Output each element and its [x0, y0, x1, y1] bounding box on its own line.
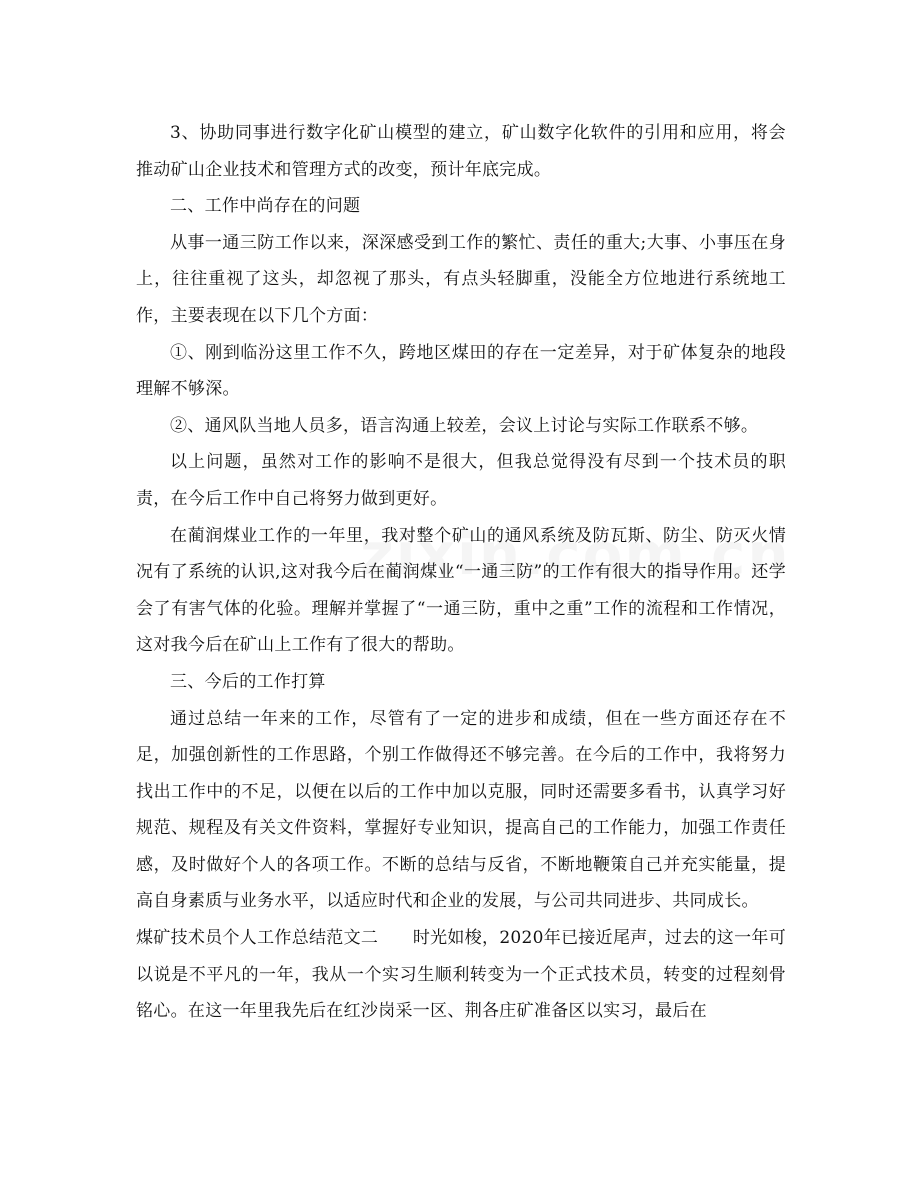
paragraph-problems-summary: 以上问题，虽然对工作的影响不是很大，但我总觉得没有尽到一个技术员的职责，在今后工作中自己将努力做到更好。 [136, 452, 786, 509]
paragraph-problems-intro: 从事一通三防工作以来，深深感受到工作的繁忙、责任的重大;大事、小事压在身上，往往重视了这头，却忽视了那头，有点头轻脚重，没能全方位地进行系统地工作，主要表现在以下几个方面： [136, 232, 786, 326]
section-heading-plans: 三、今后的工作打算 [170, 671, 326, 692]
paragraph-task-3: 3、协助同事进行数字化矿山模型的建立，矿山数字化软件的引用和应用，将会推动矿山企业技术和管理方式的改变，预计年底完成。 [136, 123, 786, 180]
paragraph-problem-2: ②、通风队当地人员多，语言沟通上较差，会议上讨论与实际工作联系不够。 [170, 415, 759, 436]
section-heading-problems: 二、工作中尚存在的问题 [170, 196, 361, 217]
paragraph-future-plans: 通过总结一年来的工作，尽管有了一定的进步和成绩，但在一些方面还存在不足，加强创新性的工作思路，个别工作做得还不够完善。在今后的工作中，我将努力找出工作中的不足，以便在以后的工作中加以克服，同时还需要多看书，认真学习好规范、规程及有关文件资料，掌握好专业知识，提高自己的工作能力，加强工作责任感，及时做好个人的各项工作。不断的总结与反省，不断地鞭策自己并充实能量，提高自身素质与业务水平，以适应时代和企业的发展，与公司共同进步、共同成长。 [136, 708, 786, 912]
paragraph-problem-1: ①、刚到临汾这里工作不久，跨地区煤田的存在一定差异，对于矿体复杂的地段理解不够深。 [136, 342, 786, 400]
paragraph-year-review: 在蔺润煤业工作的一年里，我对整个矿山的通风系统及防瓦斯、防尘、防灭火情况有了系统的认识,这对我今后在蔺润煤业“一通三防”的工作有很大的指导作用。还学会了有害气体的化验。理解并掌握了“一通三防，重中之重”工作的流程和工作情况，这对我今后在矿山上工作有了很大的帮助。 [136, 525, 786, 656]
document-body [136, 115, 786, 1030]
paragraph-second-sample: 煤矿技术员个人工作总结范文二 时光如梭，2020年已接近尾声，过去的这一年可以说是不平凡的一年，我从一个实习生顺利转变为一个正式技术员，转变的过程刻骨铭心。在这一年里我先后在红沙岗采一区、荆各庄矿准备区以实习，最后在 [136, 928, 786, 1022]
